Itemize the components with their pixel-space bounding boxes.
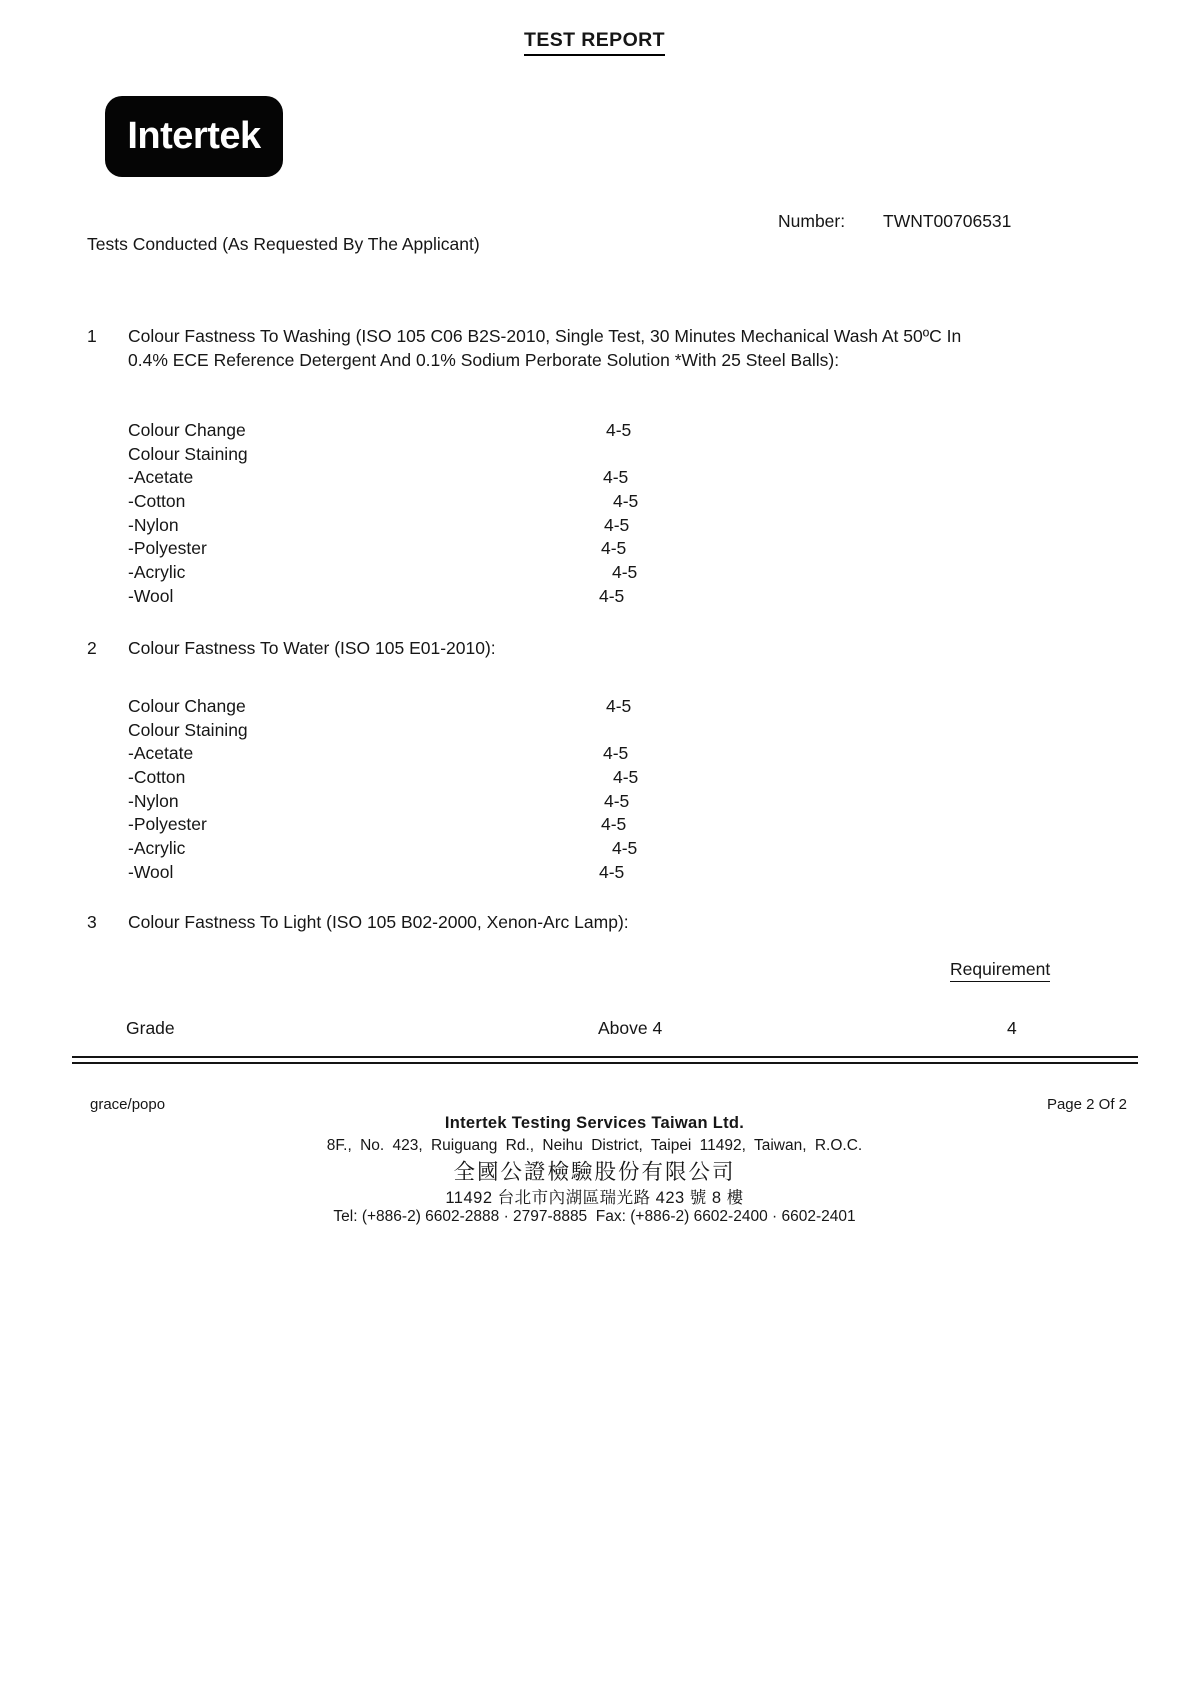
row-value: 4-5 [603,743,629,764]
report-number-label: Number: [778,211,846,231]
footer-double-rule [72,1056,1138,1064]
page-number: Page 2 Of 2 [1046,1096,1127,1113]
row-label: -Acrylic [128,838,186,859]
row-label: Colour Staining [128,443,248,464]
intertek-logo [105,96,283,177]
result-row [128,468,748,492]
section-3-number: 3 [87,912,97,932]
requirement-value: 4 [1007,1018,1017,1038]
result-row [128,421,748,445]
row-label: -Nylon [128,514,179,535]
row-label: -Polyester [128,538,207,559]
report-title-container [0,29,1189,56]
grade-label: Grade [126,1018,175,1038]
result-row [128,587,748,611]
requirement-column-header: Requirement [950,959,1050,982]
company-name-en: Intertek Testing Services Taiwan Ltd. [444,1114,745,1132]
row-value: 4-5 [613,491,639,512]
row-label: Colour Change [128,696,246,716]
row-label: -Cotton [128,491,186,512]
result-row [128,768,748,792]
row-label: Colour Change [128,420,246,440]
row-label: Colour Staining [128,719,248,740]
tel-fax-line: Tel: (+886-2) 6602-2888 · 2797-8885 Fax: (+886-2) 6602-2400 · 6602-2401 [333,1208,856,1225]
intertek-logo-text: Intertek [127,115,261,157]
row-label: -Acetate [128,743,194,764]
result-row [128,744,748,768]
company-name-zh: 全國公證檢驗股份有限公司 [453,1160,736,1184]
section-1-results [128,421,748,611]
row-value: 4-5 [612,838,638,859]
row-label: -Acrylic [128,562,186,583]
section-1-heading-line-2: 0.4% ECE Reference Detergent And 0.1% Sodium Perborate Solution *With 25 Steel Balls): [128,350,840,370]
row-value: 4-5 [604,790,630,811]
result-row [128,539,748,563]
company-address-zh: 11492 台北市內湖區瑞光路 423 號 8 樓 [445,1189,744,1207]
grade-value: Above 4 [598,1018,663,1038]
report-title: TEST REPORT [524,29,665,56]
section-1-heading-line-1: Colour Fastness To Washing (ISO 105 C06 B2S-2010, Single Test, 30 Minutes Mechanical Wash At 50ºC In [128,326,962,346]
result-row [128,792,748,816]
section-2-results [128,697,748,887]
row-label: -Wool [128,585,174,606]
row-label: -Wool [128,861,174,882]
row-label: -Acetate [128,467,194,488]
section-1-number: 1 [87,326,97,346]
row-label: -Polyester [128,814,207,835]
company-address-en: 8F., No. 423, Ruiguang Rd., Neihu District, Taipei 11492, Taiwan, R.O.C. [326,1137,863,1154]
row-value: 4-5 [606,696,632,716]
row-value: 4-5 [601,814,627,835]
row-label: -Nylon [128,790,179,811]
row-value: 4-5 [604,514,630,535]
section-2-number: 2 [87,638,97,658]
author-reference: grace/popo [90,1096,166,1113]
result-row [128,516,748,540]
row-value: 4-5 [606,420,632,440]
result-row [128,721,748,745]
row-label: -Cotton [128,767,186,788]
section-3-heading: Colour Fastness To Light (ISO 105 B02-2000, Xenon-Arc Lamp): [128,912,629,932]
tests-conducted-heading: Tests Conducted (As Requested By The Applicant) [87,234,480,254]
row-value: 4-5 [603,467,629,488]
row-value: 4-5 [601,538,627,559]
result-row [128,815,748,839]
row-value: 4-5 [599,861,625,882]
row-value: 4-5 [599,585,625,606]
section-2-heading: Colour Fastness To Water (ISO 105 E01-2010): [128,638,496,658]
result-row [128,445,748,469]
row-value: 4-5 [612,562,638,583]
result-row [128,697,748,721]
result-row [128,563,748,587]
result-row [128,863,748,887]
report-number-value: TWNT00706531 [883,211,1012,231]
result-row [128,839,748,863]
row-value: 4-5 [613,767,639,788]
result-row [128,492,748,516]
